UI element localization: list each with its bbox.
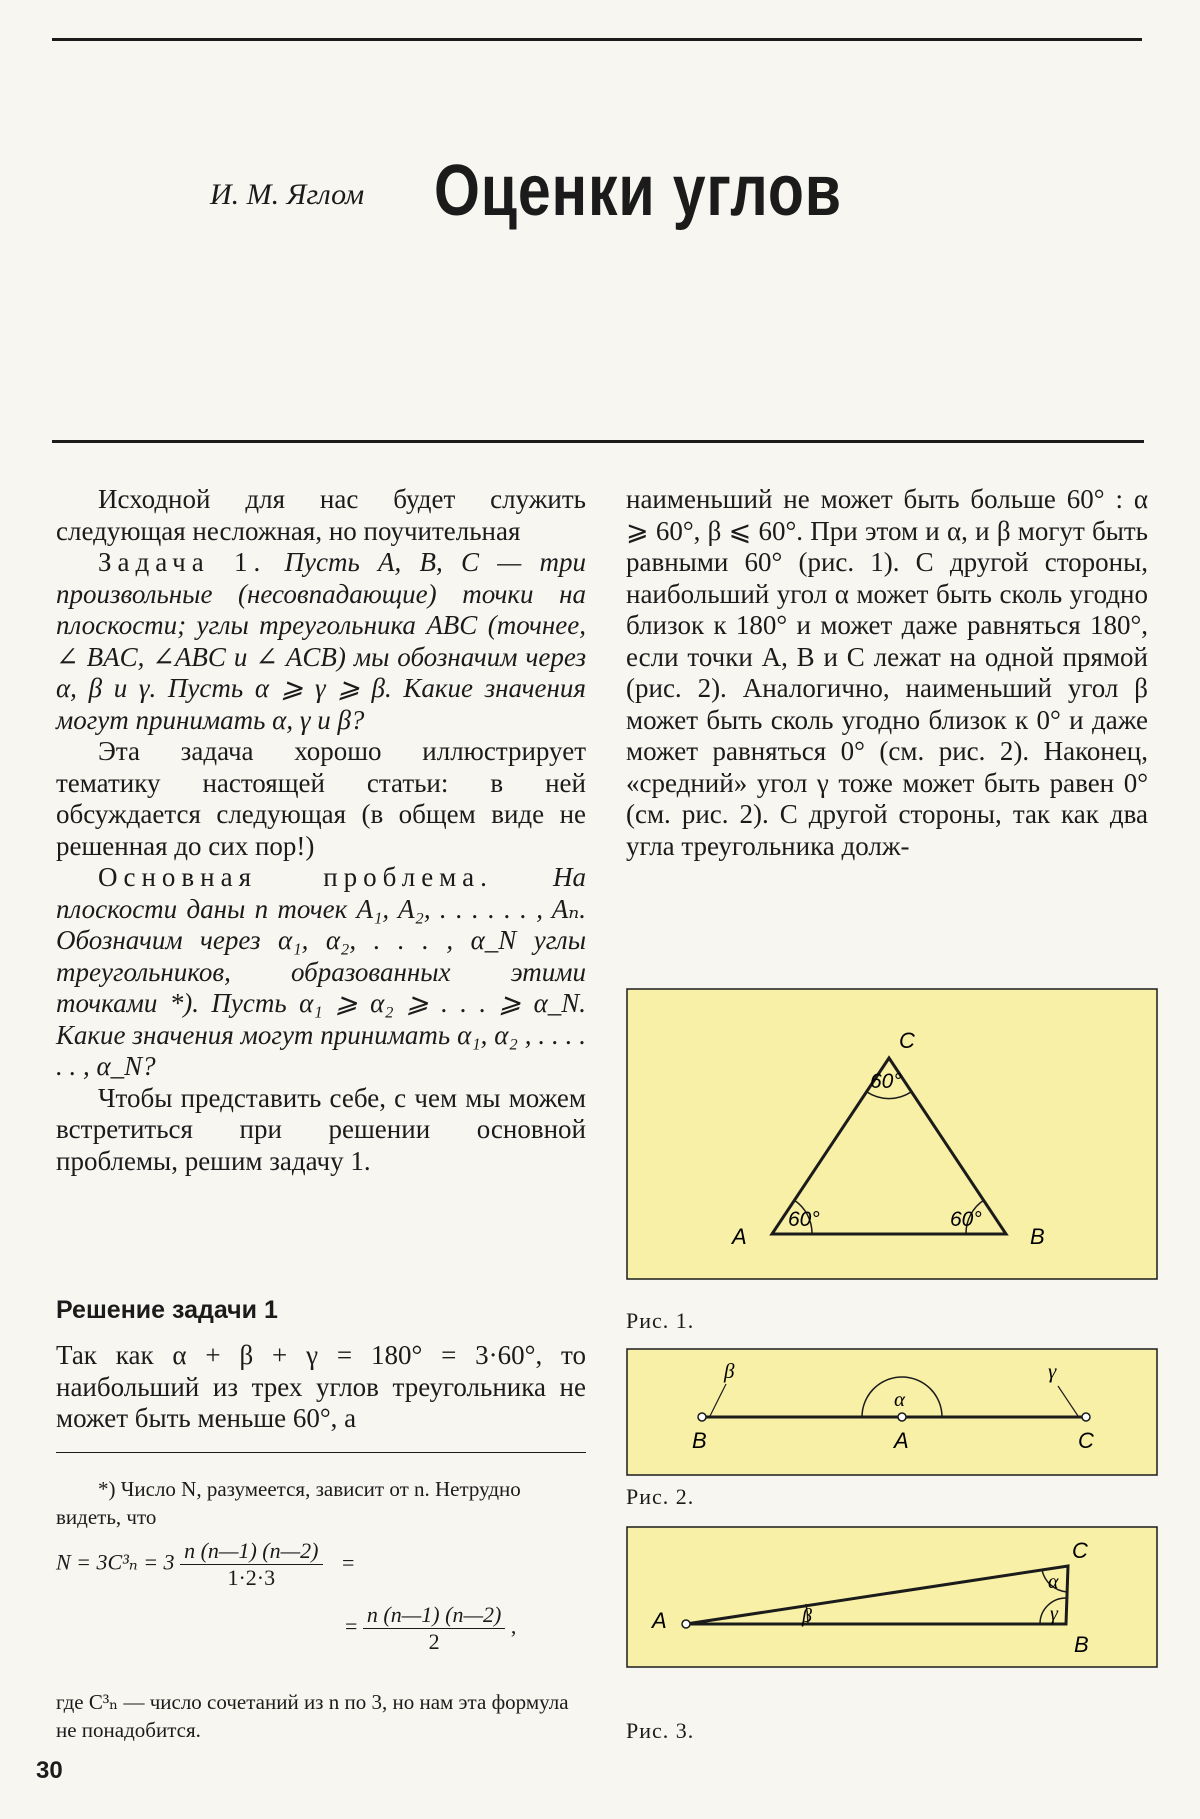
figure-3-angle-alpha: α	[1048, 1571, 1059, 1593]
formula-comma: ,	[510, 1613, 517, 1639]
top-rule	[52, 38, 1142, 41]
fraction-1-denominator: 1·2·3	[227, 1565, 276, 1590]
figure-2-label-c: C	[1078, 1428, 1094, 1453]
figure-2-background	[627, 1349, 1157, 1475]
page-number: 30	[36, 1757, 63, 1784]
formula-lhs: N = 3C³ₙ = 3	[56, 1549, 175, 1575]
figure-2-point-a	[898, 1413, 906, 1421]
figure-1-caption: Рис. 1.	[626, 1308, 695, 1333]
formula-equals-2: =	[345, 1613, 358, 1639]
figure-3-angle-beta: β	[802, 1605, 812, 1627]
figure-2-angle-alpha: α	[894, 1387, 906, 1411]
figure-1-angle-a: 60°	[788, 1208, 820, 1231]
right-column: наименьший не может быть больше 60° : α ⩾ 60°, β ⩽ 60°. При этом и α, и β могут быть равными 60° (рис. 1). С другой стороны, наибольший угол α может быть сколь угодно близок к 180° и может даже равняться 180°, если точки A, B и C лежат на одной прямой (рис. 2). Аналогично, наименьший угол β может быть сколь угодно близок к 0° и даже может равняться 0° (см. рис. 2). Наконец, «средний» угол γ тоже может быть равен 0° (см. рис. 2). С другой стороны, так как два угла треугольника долж-	[626, 484, 1148, 861]
figure-1-angle-b: 60°	[950, 1208, 982, 1231]
solution-paragraph: Так как α + β + γ = 180° = 3·60°, то наибольший из трех углов треугольника не может быть меньше 60°, а	[56, 1340, 586, 1433]
figure-3-label-b: B	[1074, 1632, 1089, 1657]
fraction-2-denominator: 2	[428, 1629, 440, 1654]
footnote-formula-2	[345, 1602, 516, 1655]
figure-1-angle-c: 60°	[870, 1070, 902, 1093]
author-name: И. М. Яглом	[210, 178, 365, 211]
figure-3-caption: Рис. 3.	[626, 1718, 695, 1743]
formula-equals: =	[342, 1549, 355, 1575]
footnote-rule	[56, 1452, 586, 1453]
fraction-1	[180, 1538, 322, 1591]
figure-1-label-b: B	[1030, 1224, 1045, 1249]
figure-3	[626, 1526, 1158, 1668]
solution-heading: Решение задачи 1	[56, 1296, 278, 1324]
task-label: Задача 1.	[98, 547, 267, 577]
fraction-1-numerator: n (n—1) (n—2)	[180, 1538, 322, 1565]
problem-paragraph	[56, 862, 586, 1083]
left-column	[56, 484, 586, 1177]
intro-paragraph: Исходной для нас будет служить следующая несложная, но поучительная	[56, 484, 586, 546]
problem-label: Основная проблема.	[98, 862, 493, 892]
footnote-line2: где C³ₙ — число сочетаний из n по 3, но нам эта формула не понадобится.	[56, 1690, 569, 1742]
figure-2-label-a: A	[894, 1428, 909, 1453]
figure-2-caption: Рис. 2.	[626, 1484, 695, 1509]
figure-3-angle-gamma: γ	[1050, 1603, 1058, 1625]
fraction-2-numerator: n (n—1) (n—2)	[363, 1602, 505, 1629]
task-paragraph	[56, 547, 586, 736]
figure-3-label-a: A	[652, 1608, 667, 1633]
figure-2-point-c	[1082, 1413, 1090, 1421]
figure-3-point-a	[682, 1620, 690, 1628]
figure-3-label-c: C	[1072, 1538, 1088, 1563]
figure-2-label-b: B	[692, 1428, 707, 1453]
title-bottom-rule	[52, 440, 1144, 443]
figure-1	[626, 988, 1158, 1280]
figure-1-label-a: A	[732, 1224, 747, 1249]
problem-text: На плоскости даны n точек A₁, A₂, . . . . . . , Aₙ. Обозначим через α₁, α₂, . . . , α_N углы треугольников, образованных этими точками *). Пусть α₁ ⩾ α₂ ⩾ . . . ⩾ α_N. Какие значения могут принимать α₁, α₂ , . . . . . . , α_N?	[56, 862, 587, 1081]
footnote-line1: *) Число N, разумеется, зависит от n. Нетрудно видеть, что	[56, 1477, 521, 1529]
figure-2-angle-beta: β	[724, 1359, 735, 1383]
article-title: Оценки углов	[434, 151, 842, 231]
figure-2-angle-gamma: γ	[1048, 1359, 1057, 1383]
footnote	[56, 1475, 586, 1531]
figure-2-point-b	[698, 1413, 706, 1421]
footnote-end	[56, 1688, 586, 1744]
task-text: Пусть A, B, C — три произвольные (несовпадающие) точки на плоскости; углы треугольника ABC (точнее, ∠ BAC, ∠ABC и ∠ ACB) мы обозначим через α, β и γ. Пусть α ⩾ γ ⩾ β. Какие значения могут принимать α, γ и β?	[56, 547, 586, 735]
footnote-formula-1	[56, 1538, 354, 1591]
fraction-2	[363, 1602, 505, 1655]
figure-2	[626, 1348, 1158, 1476]
para3: Чтобы представить себе, с чем мы можем встретиться при решении основной проблемы, решим задачу 1.	[56, 1082, 586, 1176]
para2: Эта задача хорошо иллюстрирует тематику настоящей статьи: в ней обсуждается следующая (в общем виде не решенная до сих пор!)	[56, 736, 586, 861]
figure-1-label-c: C	[899, 1028, 915, 1053]
